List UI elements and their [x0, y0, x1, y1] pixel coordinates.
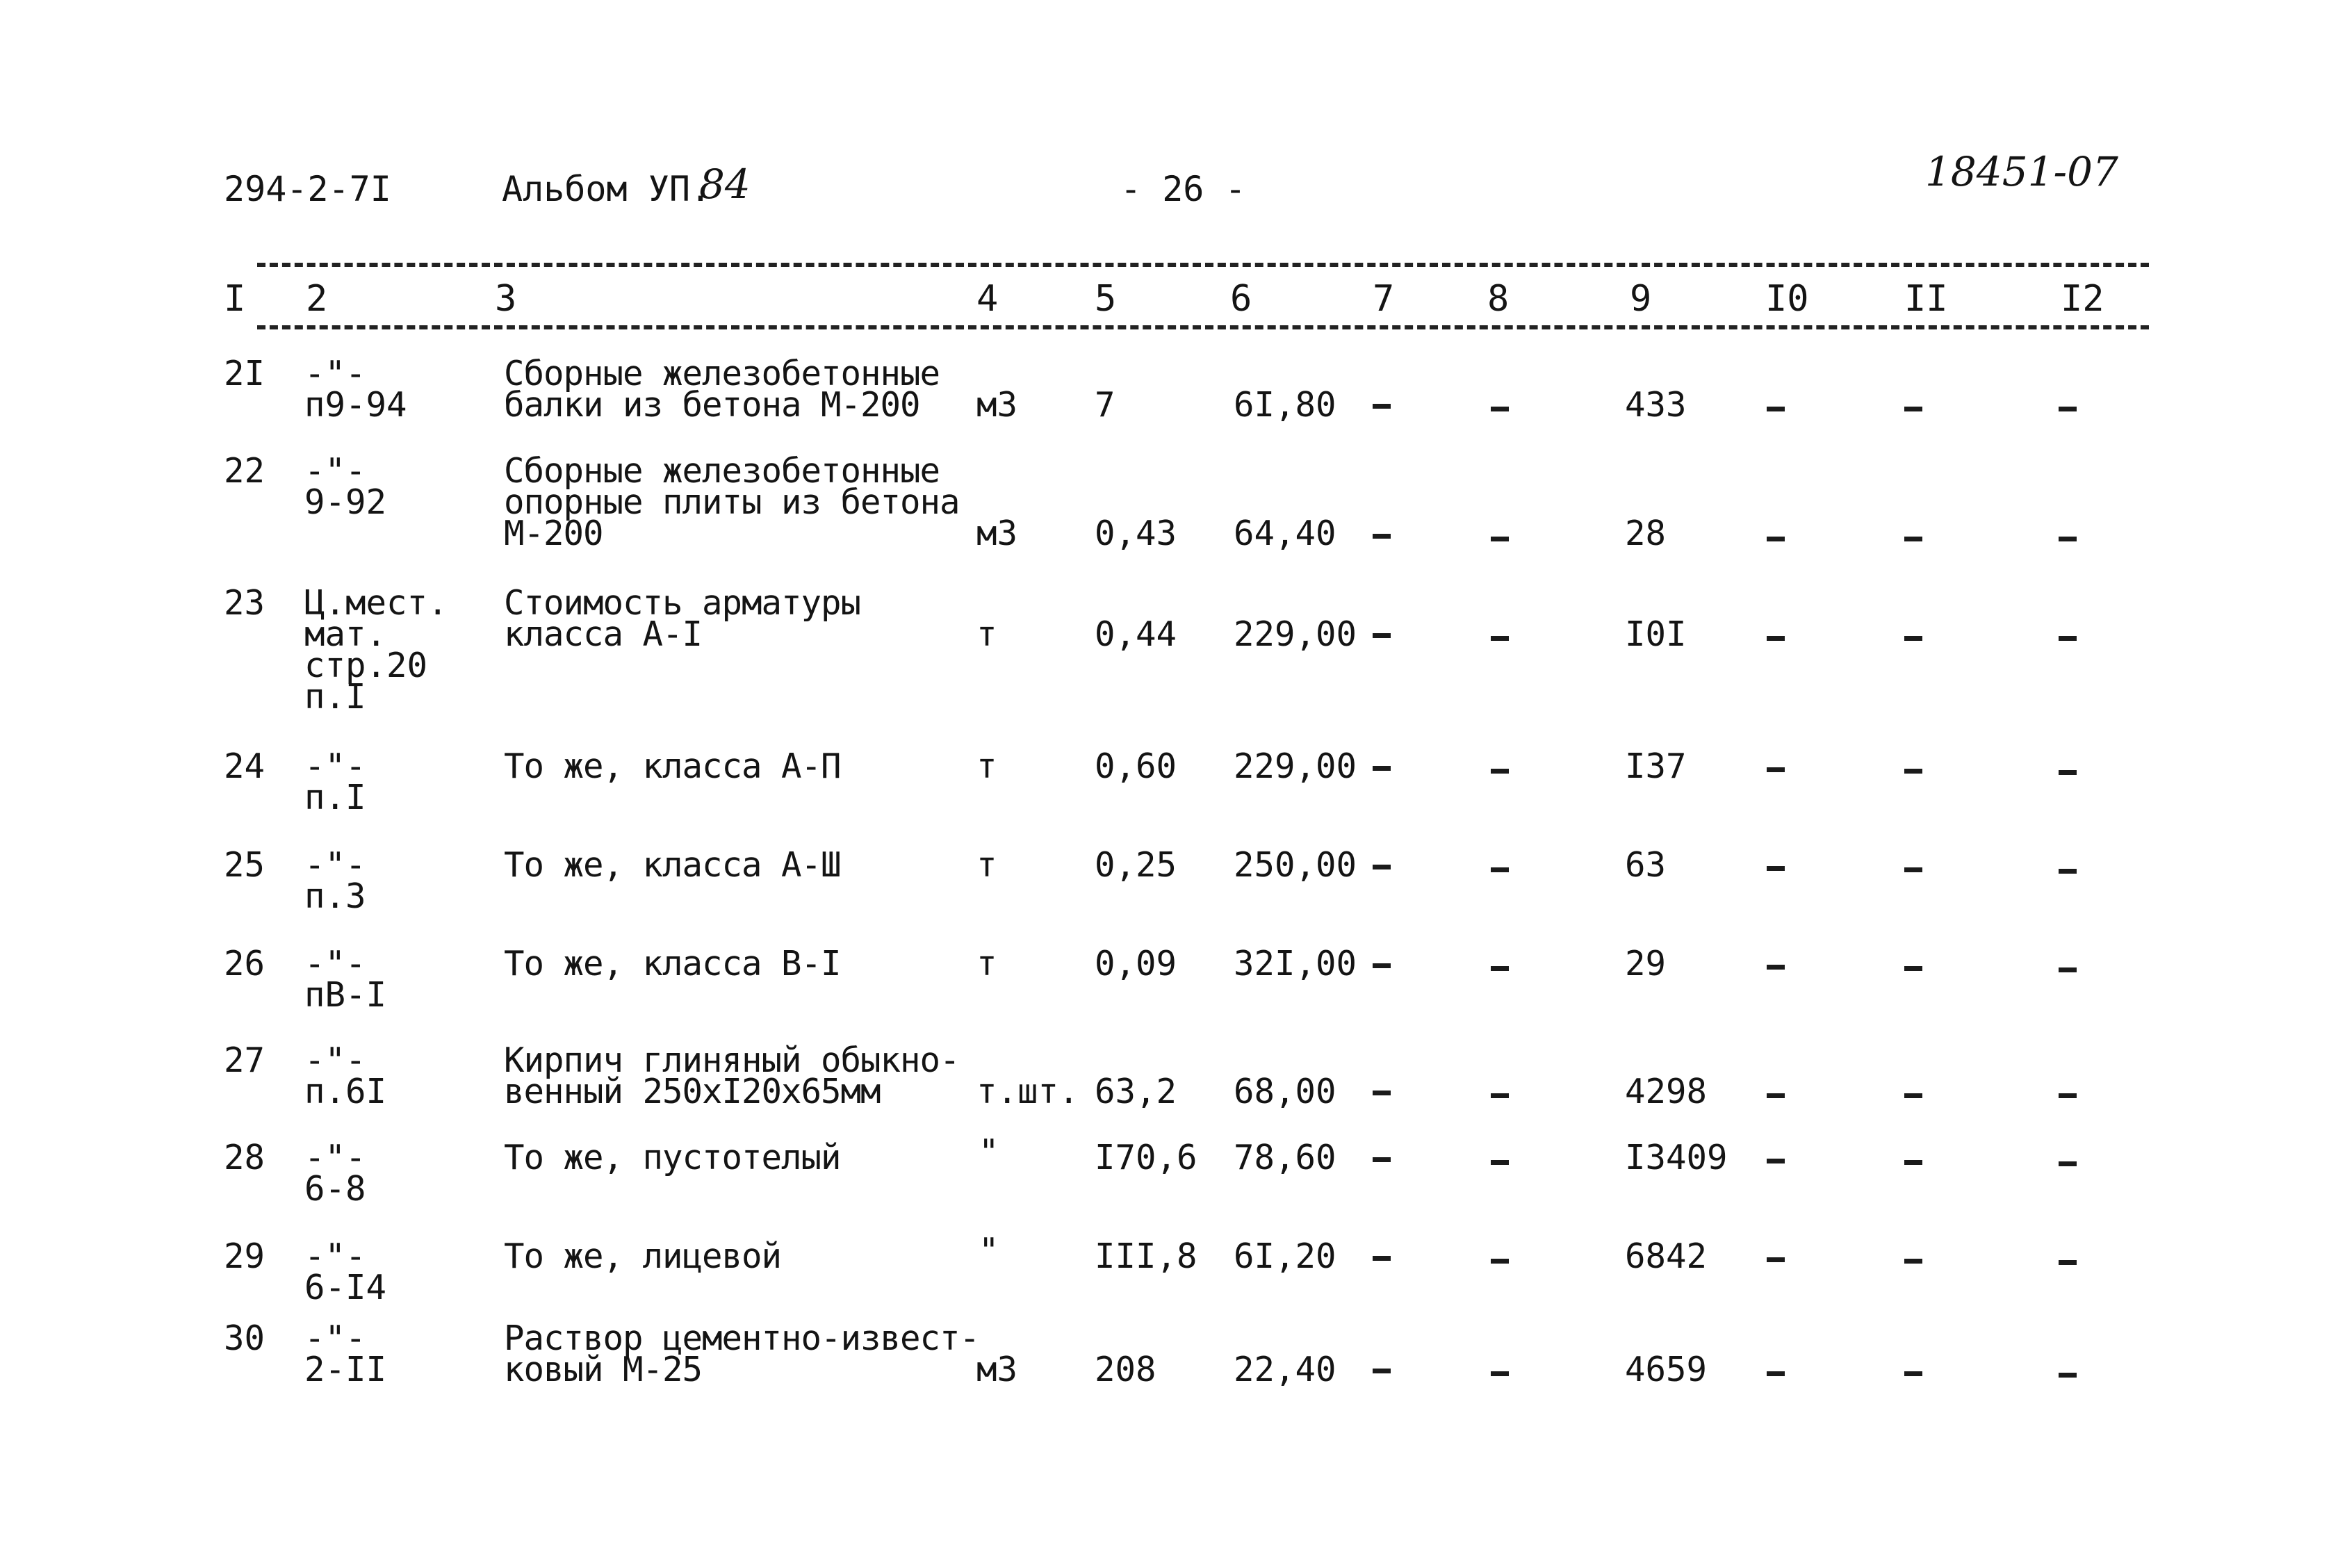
- row-number: 2I: [224, 354, 265, 393]
- column-number: 4: [976, 278, 999, 320]
- dash-mark: [1904, 1160, 1922, 1165]
- dash-mark: [1767, 1371, 1785, 1376]
- dash-mark: [1491, 1371, 1509, 1376]
- dash-mark: [2059, 636, 2077, 641]
- row-quantity: 63,2: [1095, 1072, 1177, 1111]
- row-number: 30: [224, 1318, 265, 1358]
- dash-mark: [1373, 766, 1391, 771]
- row-description: Сборные железобетонные опорные плиты из бетона М-200: [504, 451, 960, 553]
- row-description: Раствор цементно-извест- ковый М-25: [504, 1318, 980, 1389]
- dash-mark: [1491, 1093, 1509, 1098]
- row-description: То же, пустотелый: [504, 1138, 841, 1177]
- row-unit-price: 6I,80: [1234, 385, 1336, 425]
- dash-mark: [2059, 1260, 2077, 1265]
- row-description: То же, класса А-П: [504, 746, 841, 786]
- column-number: 2: [306, 278, 328, 320]
- column-number: I: [224, 278, 246, 320]
- row-quantity: 0,44: [1095, 614, 1177, 654]
- row-number: 26: [224, 944, 265, 983]
- row-number: 27: [224, 1040, 265, 1080]
- row-reference: -"- п9-94: [304, 354, 407, 425]
- dash-mark: [1767, 1257, 1785, 1262]
- table-row: [0, 1318, 2347, 1434]
- row-quantity: 7: [1095, 385, 1115, 425]
- dash-mark: [2059, 1093, 2077, 1098]
- row-quantity: III,8: [1095, 1236, 1197, 1276]
- row-reference: -"- 6-I4: [304, 1236, 387, 1307]
- dash-mark: [1767, 537, 1785, 541]
- dash-mark: [1373, 865, 1391, 869]
- row-total: I0I: [1625, 614, 1687, 654]
- dash-mark: [1767, 767, 1785, 772]
- dash-mark: [1491, 769, 1509, 774]
- row-reference: -"- п.I: [304, 746, 366, 817]
- row-unit: ": [979, 1132, 999, 1172]
- row-total: 6842: [1625, 1236, 1708, 1276]
- column-number: II: [1904, 278, 1948, 320]
- row-unit: м3: [976, 1350, 1018, 1389]
- row-number: 22: [224, 451, 265, 491]
- row-quantity: 0,25: [1095, 845, 1177, 885]
- row-unit: т.шт.: [976, 1072, 1079, 1111]
- row-total: 4659: [1625, 1350, 1708, 1389]
- dash-mark: [1767, 1159, 1785, 1163]
- row-number: 23: [224, 583, 265, 623]
- row-total: 28: [1625, 514, 1667, 553]
- row-unit: т: [976, 944, 997, 983]
- row-unit: т: [976, 845, 997, 885]
- row-total: 4298: [1625, 1072, 1708, 1111]
- row-number: 24: [224, 746, 265, 786]
- dash-mark: [1373, 963, 1391, 968]
- column-number: 6: [1230, 278, 1252, 320]
- dash-mark: [2059, 407, 2077, 411]
- dash-mark: [1373, 1157, 1391, 1162]
- row-description: Стоимость арматуры класса А-I: [504, 583, 861, 654]
- album-number-handwritten: 84: [699, 161, 751, 208]
- dash-mark: [1491, 636, 1509, 641]
- dash-mark: [1904, 867, 1922, 872]
- row-reference: -"- п.3: [304, 845, 366, 916]
- row-total: 433: [1625, 385, 1687, 425]
- dash-mark: [1491, 966, 1509, 971]
- row-number: 25: [224, 845, 265, 885]
- dash-mark: [1904, 407, 1922, 411]
- header-top-rule: [257, 263, 2149, 267]
- row-total: I37: [1625, 746, 1687, 786]
- dash-mark: [1767, 407, 1785, 411]
- row-unit-price: 68,00: [1234, 1072, 1336, 1111]
- dash-mark: [1767, 636, 1785, 641]
- row-reference: -"- пВ-I: [304, 944, 387, 1015]
- table-row: [0, 583, 2347, 717]
- handwritten-reference: 18451-07: [1925, 148, 2118, 195]
- header-bottom-rule: [257, 325, 2149, 329]
- row-unit: ": [979, 1231, 999, 1271]
- row-quantity: 0,60: [1095, 746, 1177, 786]
- row-unit: м3: [976, 385, 1018, 425]
- row-quantity: 0,09: [1095, 944, 1177, 983]
- row-unit: т: [976, 746, 997, 786]
- row-description: Кирпич глиняный обыкно- венный 250хI20х65мм: [504, 1040, 960, 1111]
- column-number: 5: [1095, 278, 1117, 320]
- row-number: 29: [224, 1236, 265, 1276]
- row-unit-price: 229,00: [1234, 746, 1357, 786]
- dash-mark: [1491, 407, 1509, 411]
- dash-mark: [1767, 866, 1785, 871]
- row-unit-price: 78,60: [1234, 1138, 1336, 1177]
- row-reference: -"- 6-8: [304, 1138, 366, 1209]
- dash-mark: [1373, 1091, 1391, 1095]
- dash-mark: [1904, 537, 1922, 541]
- dash-mark: [1491, 1259, 1509, 1264]
- row-reference: -"- 9-92: [304, 451, 387, 522]
- row-unit-price: 229,00: [1234, 614, 1357, 654]
- dash-mark: [1373, 1256, 1391, 1261]
- dash-mark: [1373, 1369, 1391, 1373]
- row-unit-price: 22,40: [1234, 1350, 1336, 1389]
- row-unit-price: 250,00: [1234, 845, 1357, 885]
- column-number: 7: [1373, 278, 1395, 320]
- column-number: 8: [1487, 278, 1510, 320]
- dash-mark: [1904, 966, 1922, 971]
- row-total: 29: [1625, 944, 1667, 983]
- dash-mark: [2059, 770, 2077, 775]
- row-description: То же, лицевой: [504, 1236, 782, 1276]
- page-number: - 26 -: [1120, 169, 1246, 209]
- row-unit-price: 6I,20: [1234, 1236, 1336, 1276]
- dash-mark: [2059, 967, 2077, 972]
- dash-mark: [1373, 404, 1391, 409]
- row-description: Сборные железобетонные балки из бетона М-200: [504, 354, 940, 425]
- row-total: 63: [1625, 845, 1667, 885]
- column-number: I0: [1765, 278, 1809, 320]
- row-quantity: I70,6: [1095, 1138, 1197, 1177]
- dash-mark: [1491, 867, 1509, 872]
- row-reference: Ц.мест. мат. стр.20 п.I: [304, 583, 448, 717]
- row-quantity: 208: [1095, 1350, 1156, 1389]
- dash-mark: [1491, 1160, 1509, 1165]
- dash-mark: [1767, 965, 1785, 970]
- row-description: То же, класса А-Ш: [504, 845, 841, 885]
- dash-mark: [1904, 1259, 1922, 1264]
- row-reference: -"- 2-II: [304, 1318, 387, 1389]
- dash-mark: [1491, 537, 1509, 541]
- dash-mark: [1373, 534, 1391, 539]
- column-number: 9: [1630, 278, 1652, 320]
- row-number: 28: [224, 1138, 265, 1177]
- dash-mark: [1904, 1371, 1922, 1376]
- dash-mark: [1904, 636, 1922, 641]
- dash-mark: [2059, 1161, 2077, 1166]
- document-code: 294-2-7I: [224, 169, 391, 209]
- dash-mark: [1373, 633, 1391, 638]
- row-unit-price: 32I,00: [1234, 944, 1357, 983]
- row-unit: т: [976, 614, 997, 654]
- dash-mark: [1904, 769, 1922, 774]
- dash-mark: [1904, 1093, 1922, 1098]
- row-unit: м3: [976, 514, 1018, 553]
- dash-mark: [2059, 869, 2077, 874]
- row-description: То же, класса В-I: [504, 944, 841, 983]
- row-quantity: 0,43: [1095, 514, 1177, 553]
- row-unit-price: 64,40: [1234, 514, 1336, 553]
- row-total: I3409: [1625, 1138, 1728, 1177]
- column-number: 3: [495, 278, 517, 320]
- dash-mark: [1767, 1093, 1785, 1098]
- column-number: I2: [2061, 278, 2104, 320]
- dash-mark: [2059, 537, 2077, 541]
- row-reference: -"- п.6I: [304, 1040, 387, 1111]
- table-row: [0, 451, 2347, 566]
- dash-mark: [2059, 1373, 2077, 1378]
- album-label: Альбом УП.: [502, 169, 712, 209]
